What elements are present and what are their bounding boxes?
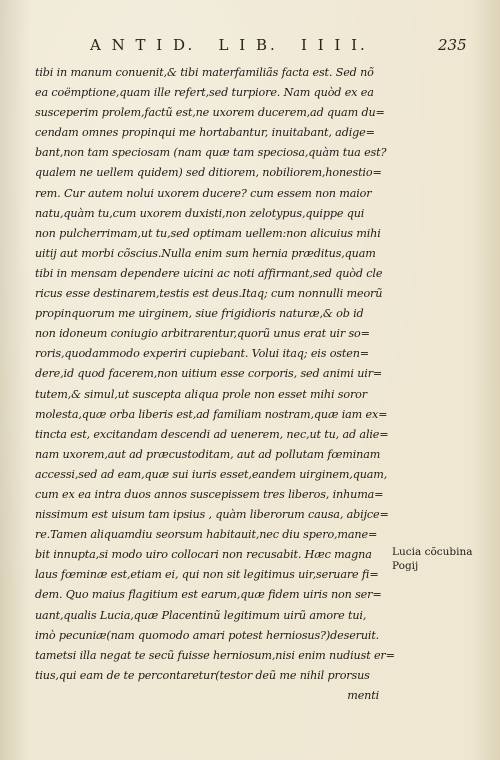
running-title: A N T I D. L I B. I I I I.	[90, 36, 368, 54]
text-line: ea coëmptione,quam ille refert,sed turpiore. Nam quòd ex ea	[35, 86, 374, 100]
text-line: cum ex ea intra duos annos suscepissem tres liberos, inhuma=	[35, 487, 384, 501]
text-line: uant,qualis Lucia,quæ Placentinũ legitimum uirũ amore tui,	[35, 608, 367, 622]
text-line: uitij aut morbi cõscius.Nulla enim sum hernia præditus,quam	[35, 246, 376, 260]
text-line: susceperim prolem,factũ est,ne uxorem ducerem,ad quam du=	[35, 106, 385, 120]
text-line: tametsi illa negat te secũ fuisse herniosum,nisi enim nudiust er=	[35, 648, 395, 662]
text-line: dem. Quo maius flagitium est earum,quæ fidem uiris non ser=	[35, 588, 382, 602]
marginal-note-line: Pogij	[392, 560, 419, 572]
text-line: rem. Cur autem nolui uxorem ducere? cum essem non maior	[35, 186, 372, 200]
text-line: roris,quodammodo experiri cupiebant. Volui itaq; eis osten=	[35, 347, 369, 361]
text-line: bant,non tam speciosam (nam quæ tam speciosa,quàm tua est?	[35, 146, 387, 160]
marginal-note-line: Lucia cõcubina	[392, 546, 473, 558]
text-line: cendam omnes propinqui me hortabantur, inuitabant, adige=	[35, 126, 375, 140]
text-line: molesta,quæ orba liberis est,ad familiam nostram,quæ iam ex=	[35, 407, 388, 421]
text-line: dere,id quod facerem,non uitium esse corporis, sed animi uir=	[35, 367, 383, 381]
text-line: accessi,sed ad eam,quæ sui iuris esset,eandem uirginem,quam,	[35, 467, 388, 481]
text-line: menti	[347, 688, 379, 702]
text-line: tutem,& simul,ut suscepta aliqua prole non esset mihi soror	[35, 387, 367, 401]
text-line: non pulcherrimam,ut tu,sed optimam uellem:non alicuius mihi	[35, 226, 381, 240]
text-line: tincta est, excitandam descendi ad uenerem, nec,ut tu, ad alie=	[35, 427, 389, 441]
page-header	[0, 36, 500, 56]
page-number: 235	[438, 36, 467, 54]
text-line: propinquorum me uirginem, siue frigidioris naturæ,& ob id	[35, 307, 364, 321]
text-line: tibi in mensam dependere uicini ac noti affirmant,sed quòd cle	[35, 266, 383, 280]
text-line: nissimum est uisum tam ipsius , quàm liberorum causa, abijce=	[35, 508, 389, 522]
text-line: ricus esse destinarem,testis est deus.Itaq; cum nonnulli meorũ	[35, 287, 383, 301]
text-line: natu,quàm tu,cum uxorem duxisti,non zelotypus,quippe qui	[35, 206, 365, 220]
text-line: non idoneum coniugio arbitrarentur,quorũ unus erat uir so=	[35, 327, 370, 341]
marginal-note	[392, 545, 494, 573]
body-text	[35, 63, 395, 706]
text-line: imò pecuniæ(nam quomodo amari potest herniosus?)deseruit.	[35, 628, 380, 642]
text-line: tibi in manum conuenit,& tibi materfamiliãs facta est. Sed nõ	[35, 66, 374, 79]
text-line: nam uxorem,aut ad præcustoditam, aut ad pollutam fœminam	[35, 447, 381, 461]
text-line: bit innupta,si modo uiro collocari non recusabit. Hæc magna	[35, 548, 372, 562]
text-line: re.Tamen aliquamdiu seorsum habitauit,nec diu spero,mane=	[35, 528, 378, 542]
text-line: laus fœminæ est,etiam ei, qui non sit legitimus uir,seruare fi=	[35, 568, 379, 582]
text-line: tius,qui eam de te percontaretur(testor deũ me nihil prorsus	[35, 668, 370, 682]
text-line: qualem ne uellem quidem) sed ditiorem, nobiliorem,honestio=	[35, 166, 382, 180]
